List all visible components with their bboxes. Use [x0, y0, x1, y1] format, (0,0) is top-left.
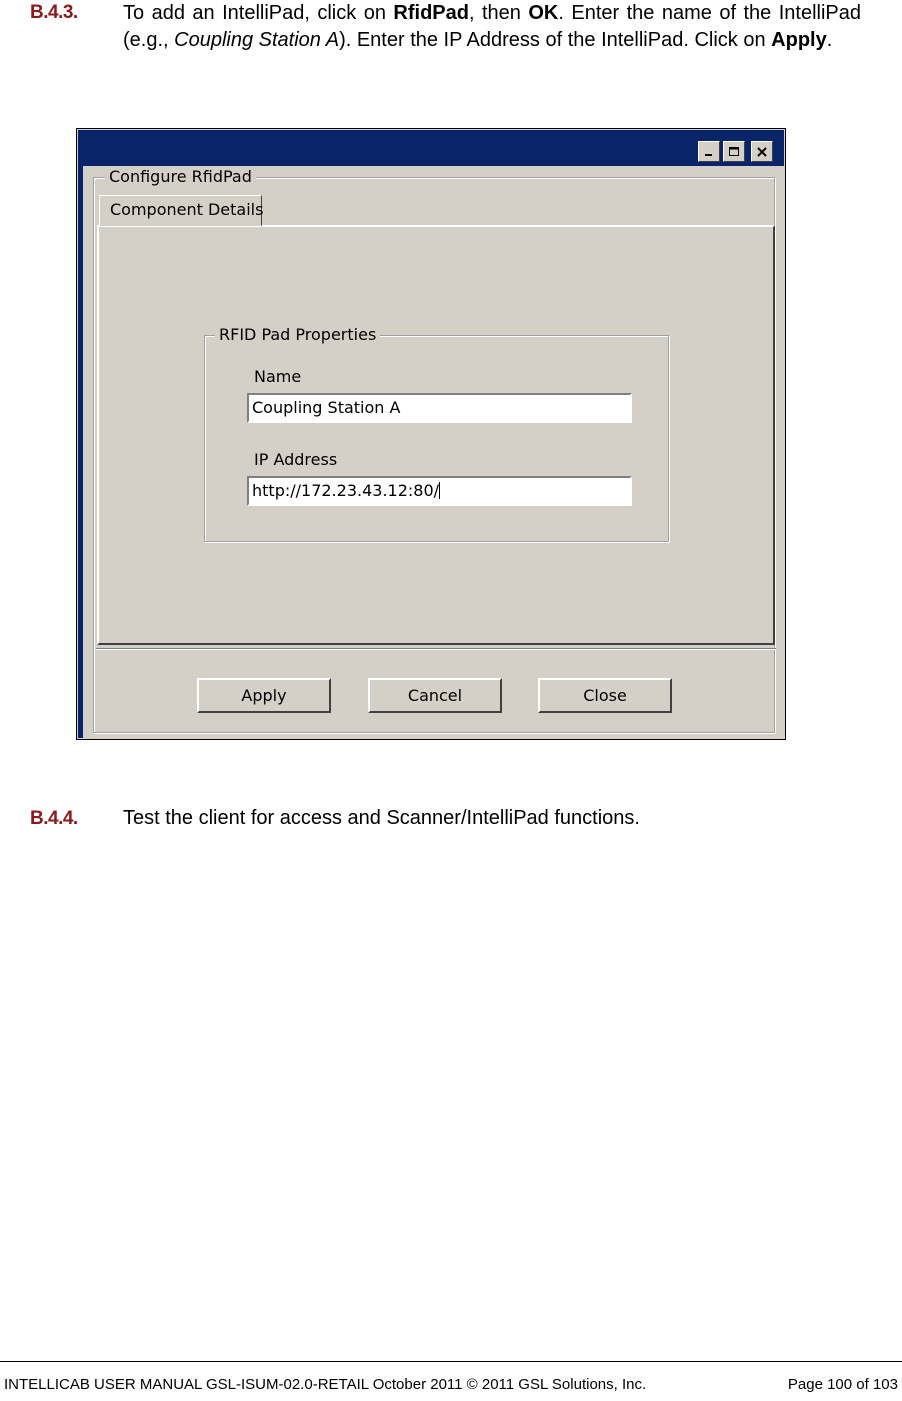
configure-rfidpad-window: [76, 128, 786, 740]
maximize-icon: [728, 146, 740, 158]
text-cursor: [439, 482, 440, 499]
footer-divider: [0, 1361, 902, 1362]
ip-address-field[interactable]: [247, 476, 632, 506]
step-instruction: Test the client for access and Scanner/IntelliPad functions.: [123, 807, 640, 829]
name-label: Name: [254, 367, 302, 386]
step-instruction: To add an IntelliPad, click on RfidPad, then OK. Enter the name of the IntelliPad (e.g., Coupling Station A). Enter the IP Address of the IntelliPad. Click on Apply.: [123, 2, 861, 51]
step-number: B.4.4.: [30, 808, 78, 829]
name-value: Coupling Station A: [252, 398, 401, 417]
footer-text: INTELLICAB USER MANUAL GSL-ISUM-02.0-RETAIL October 2011 © 2011 GSL Solutions, Inc.: [4, 1376, 647, 1393]
name-field[interactable]: [247, 393, 632, 423]
window-frame: [78, 166, 83, 738]
minimize-button[interactable]: [698, 141, 720, 162]
apply-button[interactable]: Apply: [197, 678, 331, 713]
tab-component-details[interactable]: Component Details: [99, 195, 262, 226]
close-button[interactable]: Close: [538, 678, 672, 713]
maximize-button[interactable]: [723, 141, 745, 162]
step-number: B.4.3.: [30, 2, 78, 23]
separator: [96, 648, 776, 650]
ip-address-label: IP Address: [254, 450, 338, 469]
page-number: Page 100 of 103: [787, 1376, 898, 1393]
close-window-button[interactable]: [751, 141, 773, 162]
rfid-properties-label: RFID Pad Properties: [215, 325, 380, 344]
minimize-icon: [703, 146, 715, 158]
cancel-button[interactable]: Cancel: [368, 678, 502, 713]
configure-group-label: Configure RfidPad: [105, 167, 256, 186]
close-icon: [756, 146, 768, 158]
ip-address-value: http://172.23.43.12:80/: [252, 481, 440, 500]
title-bar: [78, 130, 784, 166]
